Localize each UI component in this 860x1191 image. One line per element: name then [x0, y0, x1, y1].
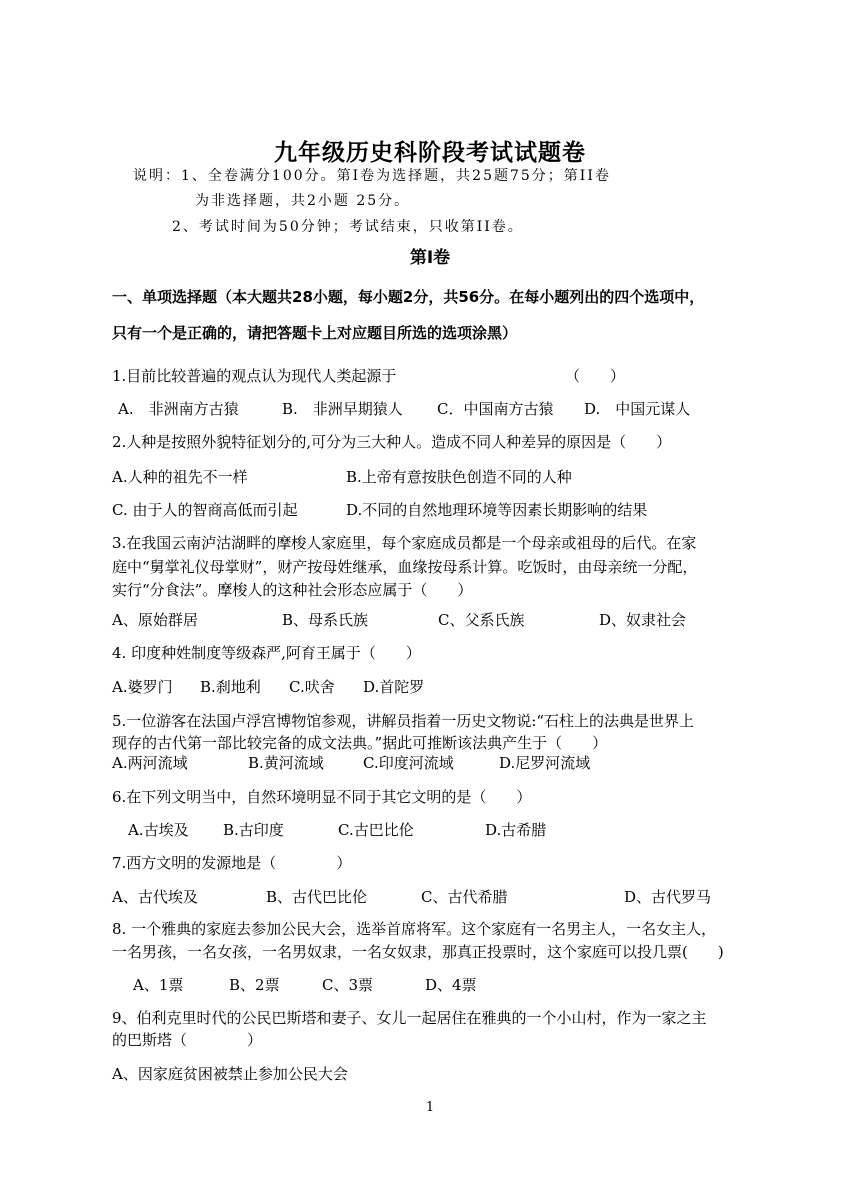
question-3-option-b: B、母系氏族	[282, 611, 369, 629]
question-7-option-c: C、古代希腊	[421, 888, 508, 906]
question-3-stem-line-2: 庭中“舅掌礼仪母掌财”，财产按母姓继承，血缘按母系计算。吃饭时，由母亲统一分配，	[112, 558, 698, 576]
question-2-option-a: A.人种的祖先不一样	[112, 468, 248, 486]
question-8-stem-line-2: 一名男孩，一名女孩，一名男奴隶，一名女奴隶，那真正投票时，这个家庭可以投几票( )	[112, 943, 724, 961]
question-1-option-b: B. 非洲早期猿人	[282, 400, 403, 418]
question-9-stem-line-1: 9、伯利克里时代的公民巴斯塔和妻子、女儿一起居住在雅典的一个小山村，作为一家之主	[112, 1009, 707, 1027]
question-4-option-c: C.吠舍	[289, 678, 335, 696]
question-5-option-c: C.印度河流域	[363, 754, 454, 772]
question-3-option-c: C、父系氏族	[438, 611, 525, 629]
question-9-option-a: A、因家庭贫困被禁止参加公民大会	[112, 1065, 348, 1083]
question-1-option-a: A. 非洲南方古猿	[118, 400, 239, 418]
question-5-option-d: D.尼罗河流域	[499, 754, 591, 772]
question-1-stem: 1.目前比较普遍的观点认为现代人类起源于	[112, 367, 397, 385]
question-1-option-d: D. 中国元谋人	[584, 400, 691, 418]
question-6-option-c: C.古巴比伦	[338, 821, 414, 839]
instruction-line-2: 为非选择题，共2小题 25分。	[195, 193, 411, 209]
question-7-stem: 7.西方文明的发源地是（ ）	[112, 854, 352, 872]
question-2-option-c: C. 由于人的智商高低而引起	[112, 501, 298, 519]
question-5-stem-line-1: 5.一位游客在法国卢浮宫博物馆参观，讲解员指着一历史文物说:“石柱上的法典是世界上	[112, 712, 695, 730]
question-8-option-b: B、2票	[229, 976, 280, 994]
question-2-option-b: B.上帝有意按肤色创造不同的人种	[346, 468, 572, 486]
question-9-stem-line-2: 的巴斯塔（ ）	[112, 1031, 263, 1049]
instruction-line-3: 2、考试时间为50分钟；考试结束，只收第II卷。	[172, 219, 524, 235]
volume-label: 第Ⅰ卷	[409, 248, 451, 268]
question-8-option-a: A、1票	[133, 976, 184, 994]
question-3-stem-line-1: 3.在我国云南泸沽湖畔的摩梭人家庭里，每个家庭成员都是一个母亲或祖母的后代。在家	[112, 534, 697, 552]
question-4-stem: 4. 印度种姓制度等级森严,阿育王属于（ ）	[112, 644, 421, 662]
question-6-option-d: D.古希腊	[485, 821, 547, 839]
question-4-option-d: D.首陀罗	[363, 678, 425, 696]
section-heading-line-1: 一、单项选择题（本大题共28小题，每小题2分，共56分。在每小题列出的四个选项中，	[112, 288, 705, 306]
page-title: 九年级历史科阶段考试试题卷	[274, 140, 586, 166]
question-4-option-a: A.婆罗门	[112, 678, 173, 696]
question-8-option-d: D、4票	[425, 976, 477, 994]
question-7-option-a: A、古代埃及	[112, 888, 198, 906]
question-5-option-a: A.两河流域	[112, 754, 188, 772]
question-7-option-d: D、古代罗马	[624, 888, 712, 906]
question-6-option-b: B.古印度	[223, 821, 284, 839]
question-3-stem-line-3: 实行“分食法”。摩梭人的这种社会形态应属于（ ）	[112, 581, 473, 599]
question-1-option-c: C．中国南方古猿	[437, 400, 554, 418]
question-6-stem: 6.在下列文明当中，自然环境明显不同于其它文明的是（ ）	[112, 788, 532, 806]
question-3-option-a: A、原始群居	[112, 611, 198, 629]
question-2-stem: 2.人种是按照外貌特征划分的,可分为三大种人。造成不同人种差异的原因是（ ）	[112, 433, 672, 451]
question-3-option-d: D、奴隶社会	[599, 611, 687, 629]
question-2-option-d: D.不同的自然地理环境等因素长期影响的结果	[346, 501, 648, 519]
question-5-stem-line-2: 现存的古代第一部比较完备的成文法典。”据此可推断该法典产生于（ ）	[112, 734, 608, 752]
question-8-option-c: C、3票	[322, 976, 374, 994]
question-7-option-b: B、古代巴比伦	[266, 888, 368, 906]
instruction-line-1: 说明：1、全卷满分100分。第Ⅰ卷为选择题，共25题75分；第II卷	[133, 168, 611, 184]
question-6-option-a: A.古埃及	[128, 821, 189, 839]
question-5-option-b: B.黄河流域	[248, 754, 324, 772]
question-1-answer-blank: （ ）	[565, 367, 626, 385]
question-8-stem-line-1: 8. 一个雅典的家庭去参加公民大会，选举首席将军。这个家庭有一名男主人，一名女主人，	[112, 920, 717, 938]
question-4-option-b: B.刹地利	[200, 678, 261, 696]
section-heading-line-2: 只有一个是正确的，请把答题卡上对应题目所选的选项涂黑）	[112, 324, 518, 342]
page-number: 1	[425, 1100, 435, 1115]
